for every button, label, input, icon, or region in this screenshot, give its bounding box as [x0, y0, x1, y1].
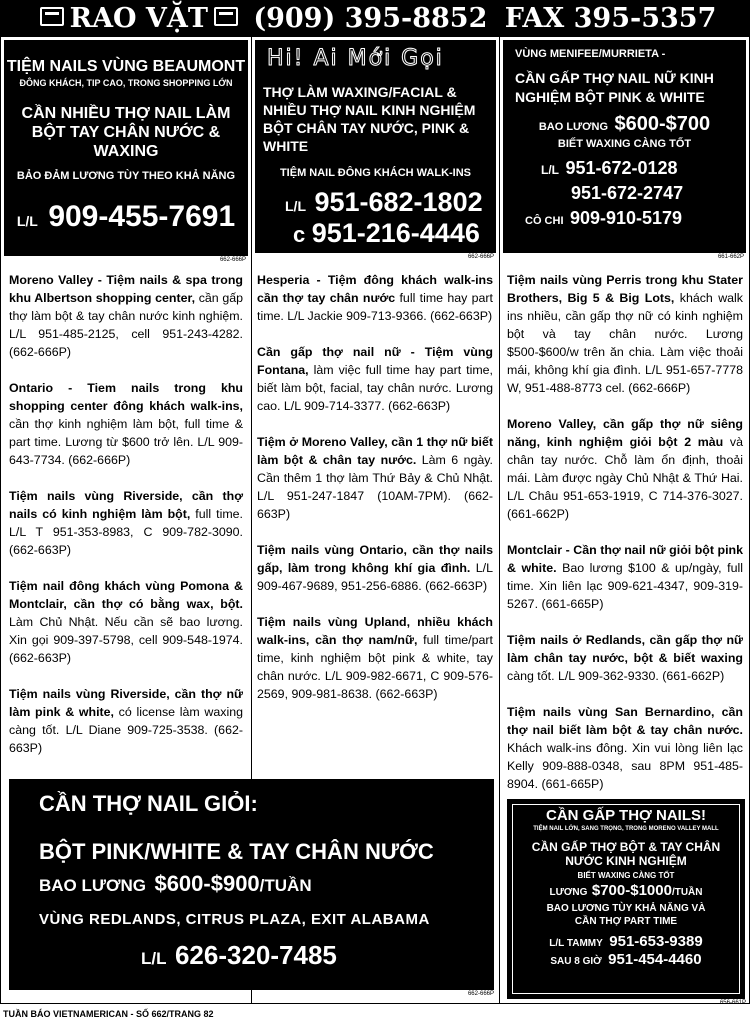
ad-phone: 951-672-2747 [571, 183, 684, 203]
ad-need: CẦN GẤP THỢ BỘT & TAY CHÂN NƯỚC KINH NGHIỆM [531, 840, 721, 868]
classified-ad-heading: Tiệm nails vùng Upland, nhiều khách walk-ins, cần thợ nam/nữ, [257, 615, 493, 647]
ad-after-label: SAU 8 GIỜ [550, 956, 602, 967]
classified-ad-heading: Tiệm ở Moreno Valley, cần 1 thợ nữ biết làm bột & chân tay nước. [257, 435, 493, 467]
ad-ll: L/L [541, 163, 559, 177]
ad-line1: CẦN THỢ NAIL GIỎI: [39, 791, 258, 816]
classified-ad-body: full time hay part time. L/L Jackie 909-713-9366. (662-663P) [257, 291, 493, 323]
classified-ad-body: Bao lương $100 & up/ngày, full time. Xin liên lạc 909-621-4347, 909-319-5267. (661-665P) [507, 561, 743, 611]
ad-ll: L/L [16, 213, 38, 229]
ad-ll: L/L [285, 198, 306, 214]
ad-code: 661-662P [717, 254, 744, 260]
classified-ad-heading: Tiệm nails vùng Perris trong khu Stater Brothers, Big 5 & Big Lots, [507, 273, 743, 305]
classified-ad [257, 271, 493, 325]
classified-ad-body: cần gấp thợ làm bột & tay chân nước kinh nghiệm. L/L 951-485-2125, cell 951-243-4282. (662-666P) [9, 291, 243, 359]
ad-waxing: BIẾT WAXING CÀNG TỐT [577, 871, 675, 880]
classified-ad [257, 613, 493, 703]
ad-pay-unit: /TUẦN [671, 887, 703, 898]
classified-ad-body: full time. L/L T 951-353-8983, C 909-782-3090. (662-663P) [9, 507, 243, 557]
classified-ad [9, 271, 243, 361]
classified-ad [507, 631, 743, 685]
header-phone: (909) 395-8852 [253, 3, 488, 34]
classified-ad [9, 577, 243, 667]
ad-phone: 951-682-1802 [314, 187, 483, 217]
classified-ad [257, 433, 493, 523]
ad-area: VÙNG MENIFEE/MURRIETA - [515, 48, 666, 60]
ad-beaumont [4, 40, 248, 256]
ad-need: THỢ LÀM WAXING/FACIAL & NHIỀU THỢ NAIL KINH NGHIỆM BỘT CHÂN TAY NƯỚC, PINK & WHITE [263, 84, 476, 154]
classified-ad-body: khách walk ins nhiều, cần gấp thợ nữ có kinh nghiệm bột và tay chân nước. Lương $500-$600/w trên ăn chia. Làm việc thoải mái, không khí gia đình. L/L 951-657-7778 W, 951-488-8773 cel. (662-666P) [507, 291, 743, 395]
ad-phone: 626-320-7485 [174, 940, 337, 970]
classified-ad-heading: Moreno Valley - Tiệm nails & spa trong khu Albertson shopping center, [9, 273, 243, 305]
ad-phone: 909-910-5179 [569, 208, 683, 228]
ad-code: 656-661P [719, 1000, 746, 1006]
classified-ad [9, 379, 243, 469]
classified-ad-heading: Tiệm nail đông khách vùng Pomona & Montclair, cần thợ có bằng wax, bột. [9, 579, 243, 611]
classified-ad [9, 685, 243, 757]
classified-ad-body: cần thợ kinh nghiệm làm bột, full time & part time. Lương từ $600 trở lên. L/L 909-643-7734. (662-666P) [9, 417, 243, 467]
header-fax: FAX 395-5357 [504, 3, 717, 34]
classified-ad-body: và chân tay nước. Chỗ làm ổn định, thoải mái. Làm được ngày Chủ Nhật & Thứ Hai. L/L Châu 951-653-1919, C 714-376-3027. (661-662P) [507, 435, 743, 521]
ad-phone: 909-455-7691 [48, 200, 236, 233]
ad-pay-unit: /TUẦN [259, 876, 312, 895]
ad-redlands [9, 779, 494, 990]
classified-ad-body: Khách walk-ins đông. Xin vui lòng liên lạc Kelly 909-888-0348, sau 8PM 951-485-8904. (661-665P) [507, 741, 743, 791]
ad-chi-label: CÔ CHI [525, 215, 564, 227]
ad-code: 662-666P [467, 254, 494, 260]
classified-ad-body: full time/part time, kinh nghiệm bột pink & white, tay chân nước. L/L 909-982-6671, C 909-576-2569, 909-981-8638. (662-663P) [257, 633, 493, 701]
classified-ad-body: L/L 909-467-9689, 951-256-6886. (662-663P) [257, 561, 493, 593]
ad-moreno-valley-mall [507, 799, 745, 999]
left-border [0, 37, 1, 1003]
ad-c-label: c [293, 222, 306, 247]
ad-pay-label: BAO LƯƠNG [39, 876, 146, 895]
ad-phone: 951-454-4460 [608, 951, 702, 968]
ad-pay: BẢO ĐẢM LƯƠNG TÙY THEO KHẢ NĂNG [16, 170, 236, 182]
ad-pay: $600-$900 [154, 871, 260, 896]
classified-ad-heading: Montclair - Cần thợ nail nữ giỏi bột pink & white. [507, 543, 743, 575]
ad-title: CẦN GẤP THỢ NAILS! [545, 807, 707, 824]
classifieds-column-1 [9, 271, 243, 775]
ad-pay: $700-$1000 [591, 882, 672, 899]
classified-ad-heading: Tiệm nails vùng San Bernardino, cần thợ nail biết làm bột & tay chân nước. [507, 705, 743, 737]
ad-waxing: BIẾT WAXING CÀNG TỐT [557, 138, 692, 150]
ad-need: CẦN NHIỀU THỢ NAIL LÀM BỘT TAY CHÂN NƯỚC & WAXING [21, 105, 231, 160]
classified-ad [507, 703, 743, 793]
header-title: RAO VẶT [69, 3, 208, 34]
ad-pay2: BAO LƯƠNG TÙY KHẢ NĂNG VÀ CẦN THỢ PART TIME [546, 903, 706, 927]
ad-subtitle: TIỆM NAIL ĐÔNG KHÁCH WALK-INS [279, 167, 472, 179]
classified-ad [257, 541, 493, 595]
classifieds-column-2 [257, 271, 493, 721]
phone-icon [214, 7, 238, 26]
classified-ad [257, 343, 493, 415]
ad-hi-ai-moi-goi [255, 40, 496, 253]
classified-ad-heading: Moreno Valley, cần gấp thợ nữ siêng năng, kinh nghiệm giỏi bột 2 màu [507, 417, 743, 449]
classified-ad-heading: Tiệm nails vùng Ontario, cần thợ nails gấp, làm trong không khí gia đình. [257, 543, 493, 575]
ad-subtitle: ĐÔNG KHÁCH, TIP CAO, TRONG SHOPPING LỚN [19, 78, 233, 88]
classified-ad-heading: Hesperia - Tiệm đông khách walk-ins cần thợ tay chân nước [257, 273, 493, 305]
ad-phone: 951-653-9389 [609, 933, 703, 950]
ad-script-title: Hi! Ai Mới Gọi [267, 46, 444, 71]
ad-menifee [503, 40, 746, 253]
classified-ad-body: càng tốt. L/L 909-362-9330. (661-662P) [507, 669, 725, 683]
classified-ad [507, 415, 743, 523]
phone-icon [40, 7, 64, 26]
classified-ad-heading: Tiệm nails vùng Riverside, cần thợ nữ làm pink & white, [9, 687, 243, 719]
classified-ad-heading: Tiệm nails vùng Riverside, cần thợ nails có kinh nghiệm làm bột, [9, 489, 243, 521]
bottom-rule [0, 1003, 750, 1004]
ad-pay-label: BAO LƯƠNG [538, 121, 609, 133]
ad-line2: BỘT PINK/WHITE & TAY CHÂN NƯỚC [39, 839, 434, 864]
classified-ad-heading: Ontario - Tiem nails trong khu shopping center đông khách walk-ins, [9, 381, 243, 413]
ad-area: VÙNG REDLANDS, CITRUS PLAZA, EXIT ALABAMA [39, 911, 430, 928]
page-header [0, 0, 750, 37]
page-footer: TUẦN BÁO VIETNAMERICAN - SỐ 662/TRANG 82 [3, 1009, 214, 1019]
ad-phone: 951-216-4446 [311, 218, 480, 248]
classified-ad [507, 271, 743, 397]
ad-pay: $600-$700 [614, 113, 711, 135]
ad-ll: L/L TAMMY [549, 938, 603, 949]
classified-ad-body: có license làm waxing càng tốt. L/L Diane 909-725-3538. (662-663P) [9, 705, 243, 755]
classified-ad [507, 541, 743, 613]
ad-pay-label: LƯƠNG [549, 887, 588, 898]
ad-need: CẦN GẤP THỢ NAIL NỮ KINH NGHIỆM BỘT PINK & WHITE [515, 70, 714, 105]
classified-ad [9, 487, 243, 559]
ad-subtitle: TIỆM NAIL LỚN, SANG TRỌNG, TRONG MORENO VALLEY MALL [533, 826, 719, 832]
ad-code: 662-666P [219, 257, 246, 263]
classified-ad-heading: Cần gấp thợ nail nữ - Tiệm vùng Fontana, [257, 345, 493, 377]
classifieds-column-3 [507, 271, 743, 811]
classified-ad-body: làm việc full time hay part time, biết làm bột, facial, tay chân nước. Lương cao. L/L 909-714-3377. (662-663P) [257, 363, 493, 413]
ad-ll: L/L [141, 949, 167, 968]
classified-ad-heading: Tiệm nails ở Redlands, cần gấp thợ nữ làm chân tay nước, bột & biết waxing [507, 633, 743, 665]
ad-code: 662-666P [467, 991, 494, 997]
classified-ad-body: Làm Chủ Nhật. Nếu cần sẽ bao lương. Xin gọi 909-397-5798, cell 909-548-1974. (662-663P) [9, 615, 243, 665]
column-divider [499, 37, 500, 1003]
ad-phone: 951-672-0128 [565, 158, 678, 178]
ad-title: TIỆM NAILS VÙNG BEAUMONT [6, 58, 246, 75]
classified-ad-body: Làm 6 ngày. Cần thêm 1 thợ làm Thứ Bảy & Chủ Nhật. L/L 951-247-1847 (10AM-7PM). (662-663P) [257, 453, 493, 521]
